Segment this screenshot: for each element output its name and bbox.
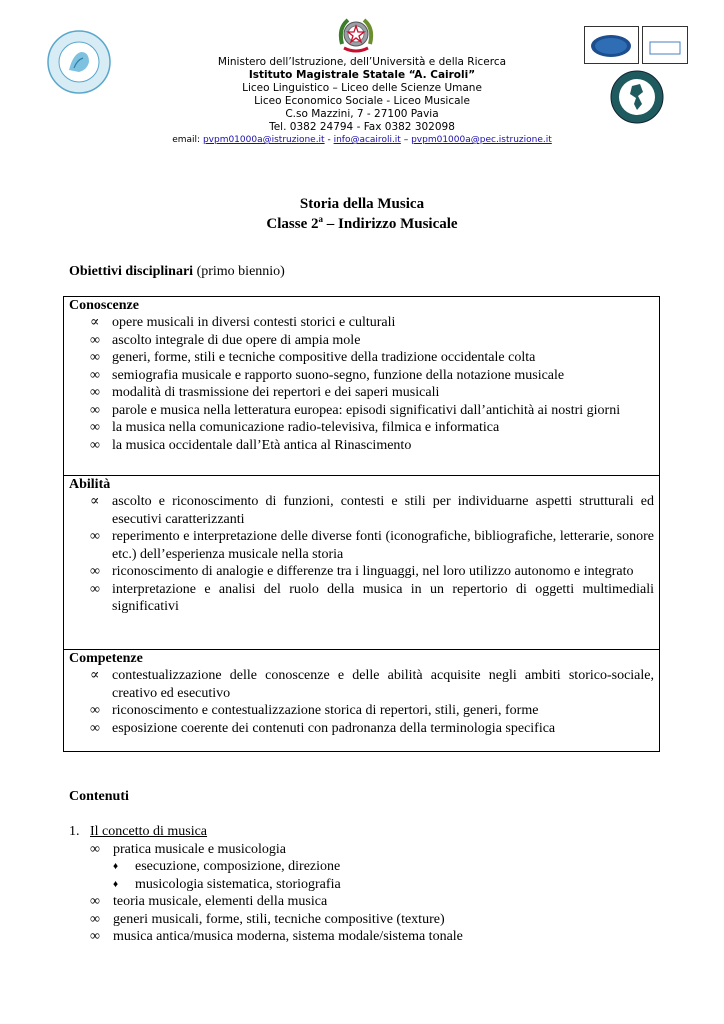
contents-item: [69, 928, 669, 946]
contents-items: [69, 841, 669, 946]
contents-topic: [69, 823, 669, 841]
school-address: C.so Mazzini, 7 - 27100 Pavia: [285, 108, 439, 120]
conoscenze-item: [64, 314, 659, 332]
email-label: email:: [172, 135, 201, 145]
bullet-icon: ∞: [90, 332, 100, 348]
competenze-section: [64, 649, 659, 737]
diamond-bullet-icon: ♦: [113, 861, 119, 872]
competenze-list: [64, 667, 659, 737]
conoscenze-item: [64, 349, 659, 367]
contents-item-text: pratica musicale e musicologia: [113, 841, 286, 857]
conoscenze-list: [64, 314, 659, 454]
email-link-istruzione[interactable]: pvpm01000a@istruzione.it: [202, 135, 325, 145]
competenze-item-text: esposizione coerente dei contenuti con padronanza della terminologia specifica: [112, 720, 556, 736]
document-subtitle: [0, 214, 724, 233]
abilita-item-text: riconoscimento di analogie e differenze tra i linguaggi, nel loro utilizzo autonomo e integrato: [112, 564, 634, 579]
institution-header: [0, 56, 724, 147]
ministry-line: Ministero dell’Istruzione, dell’Università e della Ricerca: [217, 56, 507, 68]
class-label: Classe 2: [266, 216, 319, 232]
italian-republic-emblem: [336, 14, 376, 56]
conoscenze-item: [64, 402, 659, 420]
contents-item: [69, 893, 669, 911]
bullet-icon: ∞: [90, 367, 100, 383]
contents-item: [69, 911, 669, 929]
objectives-heading: [69, 264, 285, 280]
contents-item-text: teoria musicale, elementi della musica: [113, 894, 328, 909]
abilita-item: [64, 493, 659, 528]
contents-item-text: musicologia sistematica, storiografia: [135, 876, 341, 892]
contents-item-text: esecuzione, composizione, direzione: [135, 859, 341, 874]
document-title: Storia della Musica: [299, 196, 425, 212]
conoscenze-item: [64, 419, 659, 437]
contents-item: [69, 858, 669, 876]
conoscenze-item-text: opere musicali in diversi contesti storici e culturali: [112, 315, 396, 330]
abilita-section: [64, 475, 659, 616]
competenze-item: [64, 667, 659, 702]
objectives-table: [63, 296, 660, 752]
school-branch-2: Liceo Economico Sociale - Liceo Musicale: [254, 95, 470, 107]
conoscenze-item-text: la musica occidentale dall’Età antica al Rinascimento: [112, 437, 412, 453]
bullet-icon: ∞: [90, 581, 100, 597]
bullet-icon: ∞: [90, 564, 100, 579]
conoscenze-item-text: la musica nella comunicazione radio-televisiva, filmica e informatica: [112, 420, 500, 435]
objectives-note: (primo biennio): [193, 264, 285, 279]
bullet-icon: ∞: [90, 841, 100, 857]
bullet-icon: ∞: [90, 437, 100, 453]
competenze-item-text: contestualizzazione delle conoscenze e delle abilità acquisite negli ambiti storico-sociale, creativo ed esecutivo: [112, 668, 654, 701]
abilita-item: [64, 581, 659, 616]
email-link-pec[interactable]: pvpm01000a@pec.istruzione.it: [411, 135, 552, 145]
conoscenze-heading: Conoscenze: [69, 298, 139, 313]
contents-item-text: generi musicali, forme, stili, tecniche compositive (texture): [113, 911, 445, 927]
abilita-list: [64, 493, 659, 616]
bullet-icon: ∞: [90, 929, 100, 944]
conoscenze-item-text: modalità di trasmissione dei repertori e dei saperi musicali: [112, 385, 440, 400]
topic-number: 1.: [69, 824, 80, 839]
bullet-icon: ∞: [90, 402, 100, 418]
contents-heading: Contenuti: [69, 789, 129, 804]
class-ordinal: a: [318, 214, 323, 224]
email-link-info[interactable]: info@acairoli.it: [333, 135, 401, 145]
abilita-item-text: interpretazione e analisi del ruolo della musica in un repertorio di oggetti multimediali significativi: [112, 581, 654, 614]
abilita-item-text: ascolto e riconoscimento di funzioni, contesti e stili per individuarne aspetti strutturali ed esecutivi caratterizzanti: [112, 494, 654, 527]
email-separator: –: [400, 135, 412, 145]
school-phone: Tel. 0382 24794 - Fax 0382 302098: [269, 121, 455, 133]
conoscenze-item-text: semiografia musicale e rapporto suono-segno, funzione della notazione musicale: [112, 367, 565, 383]
bullet-icon: ∝: [90, 668, 100, 683]
abilita-item: [64, 528, 659, 563]
bullet-icon: ∝: [90, 315, 100, 330]
bullet-icon: ∝: [90, 494, 100, 509]
conoscenze-item: [64, 437, 659, 455]
email-line: [0, 134, 724, 147]
bullet-icon: ∞: [90, 350, 100, 365]
contents-item: [69, 841, 669, 859]
bullet-icon: ∞: [90, 720, 100, 736]
school-name: Istituto Magistrale Statale “A. Cairoli”: [248, 69, 476, 81]
competenze-item-text: riconoscimento e contestualizzazione storica di repertori, stili, generi, forme: [112, 703, 539, 718]
abilita-heading: Abilità: [69, 477, 111, 492]
bullet-icon: ∞: [90, 911, 100, 927]
bullet-icon: ∞: [90, 385, 100, 400]
bullet-icon: ∞: [90, 529, 100, 544]
competenze-heading: Competenze: [69, 651, 143, 666]
conoscenze-item-text: ascolto integrale di due opere di ampia mole: [112, 332, 361, 348]
email-separator: -: [324, 135, 334, 145]
track-label: – Indirizzo Musicale: [323, 216, 458, 232]
topic-title: Il concetto di musica: [90, 824, 208, 839]
competenze-item: [64, 702, 659, 720]
bullet-icon: ∞: [90, 420, 100, 435]
conoscenze-item: [64, 367, 659, 385]
bullet-icon: ∞: [90, 894, 100, 909]
conoscenze-item-text: parole e musica nella letteratura europea: episodi significativi dall’antichità ai nostri giorni: [112, 402, 621, 418]
conoscenze-item-text: generi, forme, stili e tecniche compositive della tradizione occidentale colta: [112, 350, 536, 365]
competenze-item: [64, 720, 659, 738]
school-branch-1: Liceo Linguistico – Liceo delle Scienze Umane: [242, 82, 482, 94]
abilita-item-text: reperimento e interpretazione delle diverse fonti (iconografiche, bibliografiche, letterarie, sonore etc.) dell’esperienza musicale nella storia: [112, 529, 654, 562]
contents-item-text: musica antica/musica moderna, sistema modale/sistema tonale: [113, 929, 463, 944]
contents-list: [69, 823, 669, 946]
objectives-label: Obiettivi disciplinari: [69, 264, 194, 279]
contents-item: [69, 876, 669, 894]
conoscenze-item: [64, 332, 659, 350]
diamond-bullet-icon: ♦: [113, 878, 119, 890]
conoscenze-section: [64, 297, 659, 454]
conoscenze-item: [64, 384, 659, 402]
bullet-icon: ∞: [90, 703, 100, 718]
abilita-item: [64, 563, 659, 581]
